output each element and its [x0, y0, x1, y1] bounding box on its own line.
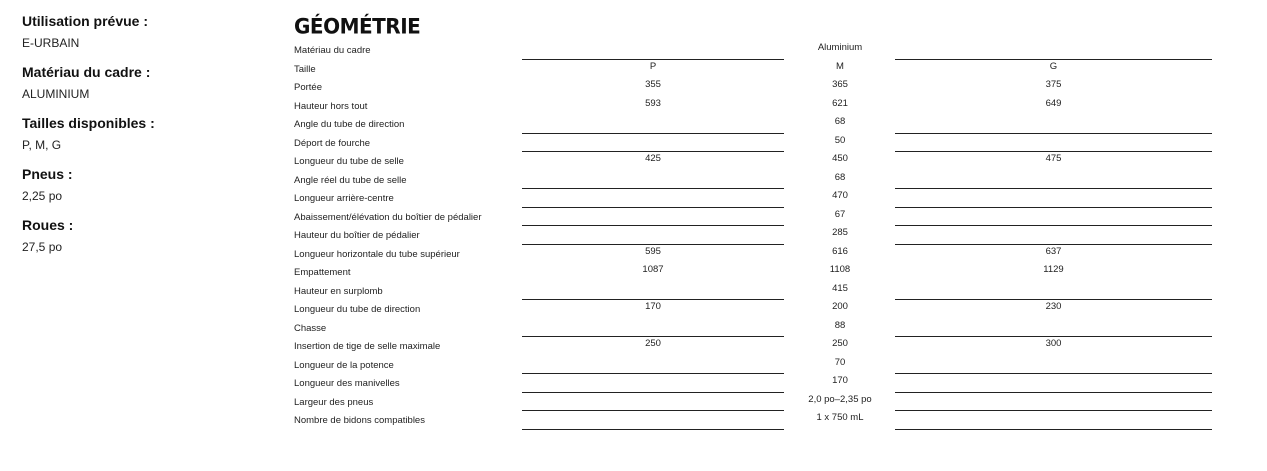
empty-cell-rule — [895, 133, 1212, 134]
spec-summary — [22, 12, 242, 267]
empty-cell-rule — [522, 225, 784, 226]
geometry-cell-value: 621 — [832, 97, 848, 109]
geometry-row-label: Chasse — [294, 322, 327, 334]
geometry-row-label: Angle réel du tube de selle — [294, 174, 407, 186]
geometry-row — [294, 98, 1214, 117]
geometry-cell-value: 616 — [832, 245, 848, 257]
geometry-cell-value: 67 — [834, 208, 846, 220]
geometry-row-label: Hauteur du boîtier de pédalier — [294, 230, 420, 241]
spec-label: Roues : — [22, 217, 74, 233]
empty-cell-rule — [522, 244, 784, 245]
spec-tires — [22, 165, 242, 205]
geometry-cell-size-1 — [522, 209, 784, 228]
geometry-cell-size-1 — [522, 394, 784, 413]
geometry-cell-size-2 — [786, 61, 894, 80]
geometry-cell-size-2 — [786, 172, 894, 191]
geometry-row-label: Nombre de bidons compatibles — [294, 415, 425, 426]
geometry-section — [294, 12, 1214, 431]
geometry-cell-size-2 — [786, 412, 894, 431]
geometry-cell-size-1 — [522, 264, 784, 283]
geometry-cell-value: 475 — [1045, 153, 1062, 164]
geometry-cell-size-1 — [522, 338, 784, 357]
geometry-row — [294, 394, 1214, 413]
geometry-row-label: Largeur des pneus — [294, 396, 374, 408]
geometry-cell-value: 250 — [832, 338, 848, 349]
geometry-cell-size-1 — [522, 246, 784, 265]
geometry-cell-value: 595 — [645, 245, 661, 257]
geometry-cell-value: 170 — [832, 375, 848, 386]
geometry-row-label: Longueur de la potence — [294, 359, 394, 371]
geometry-cell-value: 70 — [834, 356, 846, 368]
geometry-row — [294, 301, 1214, 320]
geometry-row — [294, 61, 1214, 80]
geometry-row — [294, 116, 1214, 135]
geometry-cell-size-1 — [522, 190, 784, 209]
geometry-cell-size-2 — [786, 338, 894, 357]
geometry-cell-size-3 — [895, 320, 1212, 339]
geometry-cell-size-3 — [895, 264, 1212, 283]
geometry-cell-value: 68 — [834, 171, 846, 183]
geometry-row — [294, 209, 1214, 228]
spec-label: Matériau du cadre : — [22, 64, 151, 80]
geometry-cell-value: 649 — [1045, 97, 1062, 109]
geometry-cell-size-1 — [522, 172, 784, 191]
geometry-cell-value: 425 — [645, 153, 661, 164]
geometry-cell-size-1 — [522, 153, 784, 172]
geometry-row-label: Longueur du tube de direction — [294, 304, 421, 315]
geometry-cell-size-2 — [786, 246, 894, 265]
geometry-cell-value: 50 — [834, 134, 846, 146]
geometry-cell-size-1 — [522, 357, 784, 376]
geometry-cell-size-1 — [522, 301, 784, 320]
geometry-cell-size-3 — [895, 338, 1212, 357]
geometry-row — [294, 412, 1214, 431]
geometry-cell-size-2 — [786, 357, 894, 376]
geometry-cell-size-1 — [522, 79, 784, 98]
geometry-row — [294, 264, 1214, 283]
geometry-cell-size-3 — [895, 153, 1212, 172]
empty-cell-rule — [522, 373, 784, 374]
empty-cell-rule — [895, 429, 1212, 430]
spec-value: ALUMINIUM — [22, 87, 90, 101]
geometry-row — [294, 227, 1214, 246]
empty-cell-rule — [895, 299, 1212, 300]
empty-cell-rule — [522, 207, 784, 208]
geometry-row-label: Insertion de tige de selle maximale — [294, 341, 441, 352]
geometry-cell-size-3 — [895, 412, 1212, 431]
geometry-cell-value: Aluminium — [817, 42, 863, 53]
geometry-cell-value: 68 — [834, 116, 846, 127]
geometry-cell-value: 88 — [834, 319, 846, 331]
geometry-cell-size-3 — [895, 227, 1212, 246]
geometry-cell-size-2 — [786, 227, 894, 246]
geometry-cell-size-2 — [786, 375, 894, 394]
geometry-cell-value: 300 — [1045, 338, 1062, 349]
geometry-cell-value: 1129 — [1043, 264, 1064, 275]
geometry-row-label: Abaissement/élévation du boîtier de pédalier — [294, 211, 482, 223]
empty-cell-rule — [522, 299, 784, 300]
geometry-cell-size-2 — [786, 209, 894, 228]
geometry-cell-size-3 — [895, 98, 1212, 117]
geometry-cell-size-2 — [786, 301, 894, 320]
geometry-cell-size-1 — [522, 98, 784, 117]
empty-cell-rule — [522, 392, 784, 393]
geometry-cell-value: 285 — [832, 227, 848, 238]
geometry-cell-value: P — [649, 60, 657, 72]
geometry-cell-size-3 — [895, 172, 1212, 191]
geometry-cell-value: 375 — [1045, 79, 1062, 90]
geometry-cell-size-3 — [895, 209, 1212, 228]
geometry-row-label: Longueur des manivelles — [294, 378, 400, 389]
empty-cell-rule — [522, 188, 784, 189]
geometry-cell-value: 355 — [645, 79, 661, 90]
geometry-row — [294, 42, 1214, 61]
empty-cell-rule — [522, 336, 784, 337]
geometry-row-label: Taille — [294, 63, 316, 75]
empty-cell-rule — [895, 336, 1212, 337]
empty-cell-rule — [522, 133, 784, 134]
geometry-cell-size-1 — [522, 61, 784, 80]
spec-value: E-URBAIN — [22, 36, 80, 50]
geometry-title: GÉOMÉTRIE — [294, 13, 421, 39]
geometry-cell-size-1 — [522, 42, 784, 61]
empty-cell-rule — [895, 410, 1212, 411]
geometry-cell-size-3 — [895, 246, 1212, 265]
geometry-cell-value: 2,0 po–2,35 po — [808, 393, 872, 405]
spec-value: P, M, G — [22, 138, 62, 152]
geometry-cell-value: 415 — [832, 282, 848, 294]
empty-cell-rule — [895, 244, 1212, 245]
spec-label: Utilisation prévue : — [22, 13, 149, 29]
geometry-row — [294, 172, 1214, 191]
geometry-row-label: Empattement — [294, 267, 351, 278]
geometry-table — [294, 42, 1214, 431]
geometry-cell-value: G — [1049, 60, 1058, 72]
spec-value: 27,5 po — [22, 240, 63, 254]
spec-value: 2,25 po — [22, 189, 63, 203]
geometry-cell-size-3 — [895, 116, 1212, 135]
geometry-cell-size-2 — [786, 116, 894, 135]
geometry-cell-value: M — [836, 60, 844, 72]
geometry-cell-value: 1108 — [829, 264, 851, 275]
empty-cell-rule — [895, 151, 1212, 152]
geometry-row-label: Longueur arrière-centre — [294, 193, 394, 204]
geometry-cell-size-3 — [895, 375, 1212, 394]
geometry-cell-size-1 — [522, 283, 784, 302]
empty-cell-rule — [522, 429, 784, 430]
empty-cell-rule — [895, 188, 1212, 189]
geometry-cell-size-3 — [895, 42, 1212, 61]
empty-cell-rule — [522, 59, 784, 60]
geometry-cell-size-3 — [895, 135, 1212, 154]
geometry-cell-value: 637 — [1045, 245, 1062, 257]
geometry-cell-size-2 — [786, 264, 894, 283]
geometry-row — [294, 190, 1214, 209]
geometry-cell-size-2 — [786, 190, 894, 209]
geometry-cell-size-3 — [895, 357, 1212, 376]
geometry-cell-size-3 — [895, 79, 1212, 98]
geometry-row — [294, 320, 1214, 339]
empty-cell-rule — [522, 410, 784, 411]
geometry-cell-value: 470 — [832, 190, 848, 201]
empty-cell-rule — [895, 392, 1212, 393]
geometry-cell-value: 365 — [832, 79, 848, 90]
geometry-cell-size-2 — [786, 320, 894, 339]
geometry-cell-value: 250 — [645, 338, 661, 349]
geometry-cell-size-3 — [895, 61, 1212, 80]
geometry-cell-size-3 — [895, 283, 1212, 302]
geometry-row-label: Matériau du cadre — [294, 45, 371, 56]
geometry-cell-size-3 — [895, 301, 1212, 320]
geometry-cell-size-2 — [786, 394, 894, 413]
geometry-row-label: Hauteur en surplomb — [294, 285, 383, 297]
geometry-cell-size-1 — [522, 135, 784, 154]
geometry-row — [294, 357, 1214, 376]
geometry-cell-value: 1 x 750 mL — [816, 412, 864, 423]
spec-label: Tailles disponibles : — [22, 115, 155, 131]
geometry-row-label: Longueur du tube de selle — [294, 156, 404, 167]
geometry-cell-size-2 — [786, 135, 894, 154]
spec-intended-use — [22, 12, 242, 52]
geometry-cell-size-3 — [895, 190, 1212, 209]
geometry-row — [294, 246, 1214, 265]
geometry-row-label: Angle du tube de direction — [294, 119, 405, 130]
geometry-cell-size-2 — [786, 153, 894, 172]
geometry-cell-size-1 — [522, 412, 784, 431]
empty-cell-rule — [895, 373, 1212, 374]
spec-frame-material — [22, 63, 242, 103]
geometry-row — [294, 283, 1214, 302]
spec-sizes — [22, 114, 242, 154]
geometry-row-label: Portée — [294, 82, 322, 93]
geometry-cell-value: 593 — [645, 97, 661, 109]
geometry-row — [294, 153, 1214, 172]
spec-label: Pneus : — [22, 166, 73, 182]
empty-cell-rule — [522, 151, 784, 152]
geometry-cell-size-1 — [522, 375, 784, 394]
geometry-row — [294, 338, 1214, 357]
geometry-row-label: Hauteur hors tout — [294, 100, 368, 112]
geometry-row — [294, 79, 1214, 98]
geometry-cell-size-3 — [895, 394, 1212, 413]
geometry-cell-size-2 — [786, 79, 894, 98]
geometry-row — [294, 135, 1214, 154]
geometry-row-label: Déport de fourche — [294, 137, 371, 149]
geometry-cell-size-2 — [786, 98, 894, 117]
geometry-cell-size-1 — [522, 116, 784, 135]
geometry-cell-size-1 — [522, 227, 784, 246]
geometry-cell-value: 170 — [645, 301, 661, 312]
empty-cell-rule — [895, 225, 1212, 226]
geometry-cell-size-2 — [786, 283, 894, 302]
spec-wheels — [22, 216, 242, 256]
geometry-cell-value: 200 — [832, 301, 848, 312]
geometry-row — [294, 375, 1214, 394]
empty-cell-rule — [895, 59, 1212, 60]
geometry-cell-value: 230 — [1045, 301, 1062, 312]
geometry-row-label: Longueur horizontale du tube supérieur — [294, 248, 460, 260]
geometry-cell-size-2 — [786, 42, 894, 61]
geometry-cell-size-1 — [522, 320, 784, 339]
geometry-cell-value: 450 — [832, 153, 848, 164]
empty-cell-rule — [895, 207, 1212, 208]
geometry-cell-value: 1087 — [642, 264, 664, 275]
